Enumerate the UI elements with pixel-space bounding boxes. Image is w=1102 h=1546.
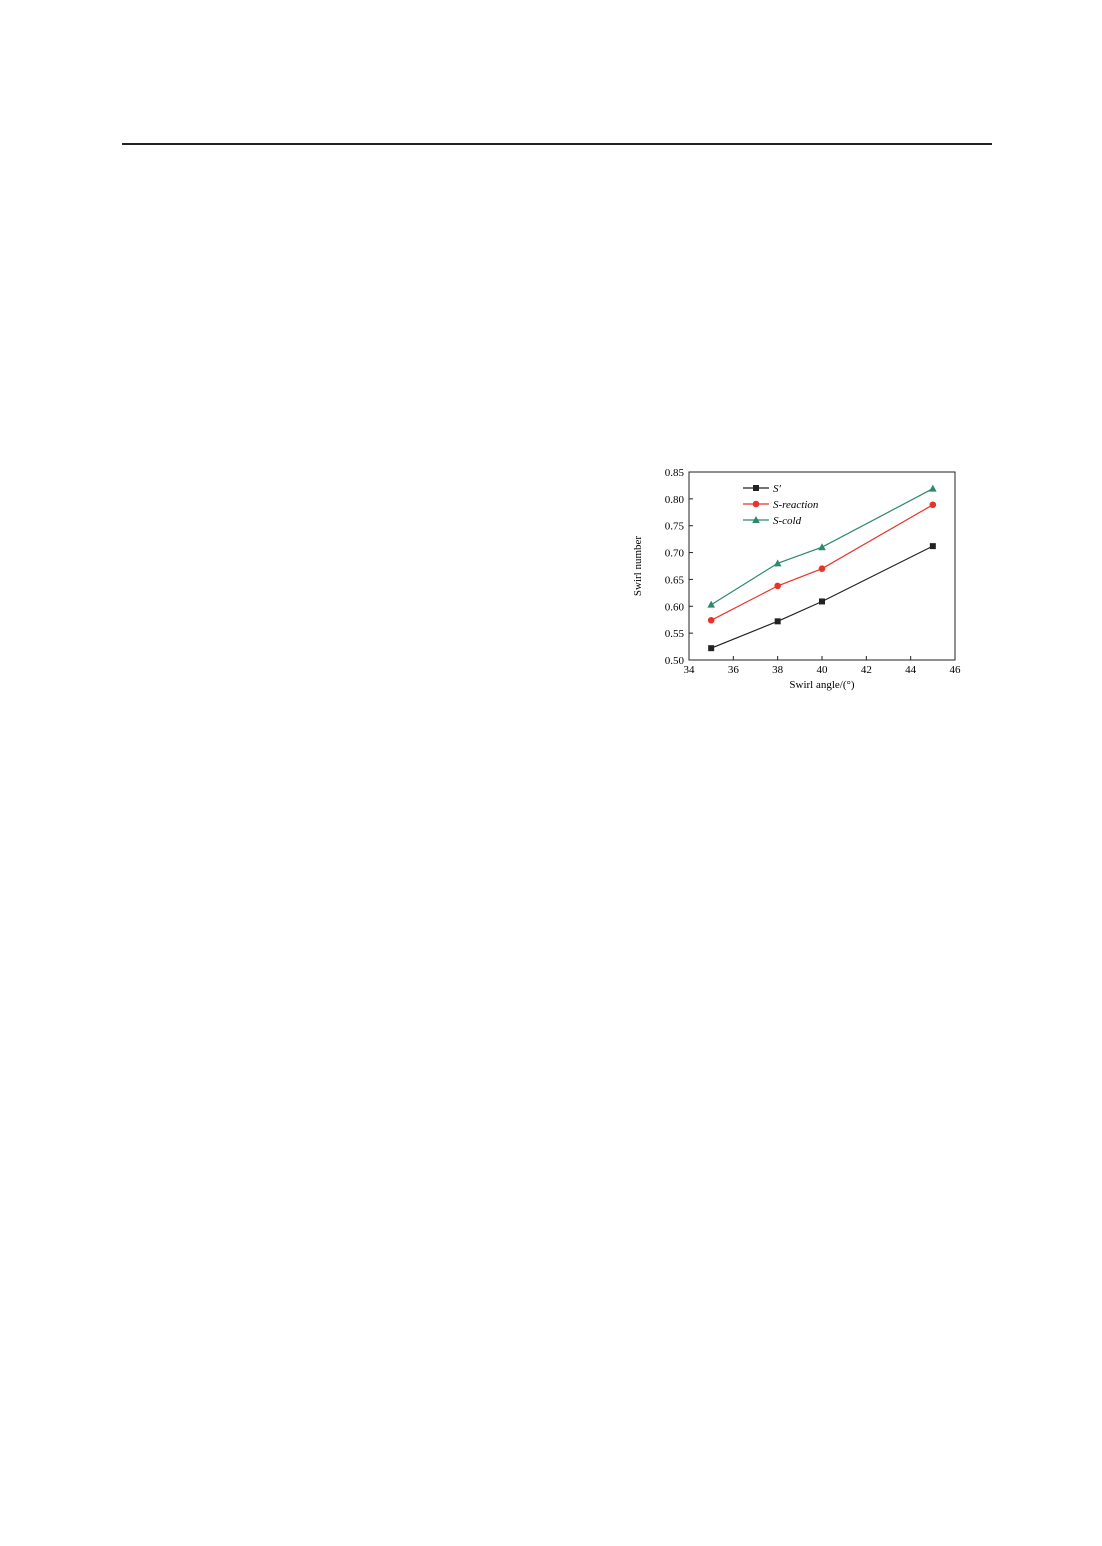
data-point	[775, 618, 781, 624]
fig13a-chart	[175, 425, 505, 670]
data-point	[929, 485, 937, 492]
x-tick-label: 46	[949, 664, 961, 676]
y-axis-label: Swirl number	[632, 535, 644, 597]
data-point	[708, 617, 715, 624]
y-tick-label: 0.80	[664, 493, 684, 506]
running-header	[122, 118, 992, 142]
y-tick-label: 0.85	[664, 467, 684, 479]
legend-entry: S-cold	[773, 515, 802, 527]
data-point	[753, 501, 760, 508]
y-tick-label: 0.55	[664, 628, 684, 641]
data-point	[774, 583, 781, 590]
x-tick-label: 36	[727, 664, 739, 676]
data-point	[707, 601, 715, 608]
data-point	[930, 543, 936, 549]
x-tick-label: 34	[683, 664, 695, 676]
x-tick-label: 40	[816, 664, 828, 676]
data-point	[753, 485, 759, 491]
y-tick-label: 0.75	[664, 520, 684, 533]
y-tick-label: 0.65	[664, 574, 684, 587]
y-tick-label: 0.70	[664, 547, 684, 560]
x-axis-label: Swirl angle/(°)	[789, 679, 855, 691]
data-point	[708, 645, 714, 651]
fig14-chart	[625, 460, 970, 700]
fig13b-chart	[175, 708, 505, 948]
data-point	[819, 565, 826, 572]
legend-entry: S-reaction	[773, 499, 819, 511]
x-tick-label: 44	[905, 664, 917, 676]
data-point	[819, 598, 825, 604]
x-tick-label: 42	[860, 664, 872, 676]
y-tick-label: 0.60	[664, 601, 684, 614]
series-line	[711, 546, 933, 648]
header-rule	[122, 143, 992, 145]
y-tick-label: 0.50	[664, 655, 684, 667]
x-tick-label: 38	[772, 664, 784, 676]
legend-entry: S′	[773, 483, 781, 495]
data-point	[818, 543, 826, 550]
data-point	[930, 501, 937, 508]
